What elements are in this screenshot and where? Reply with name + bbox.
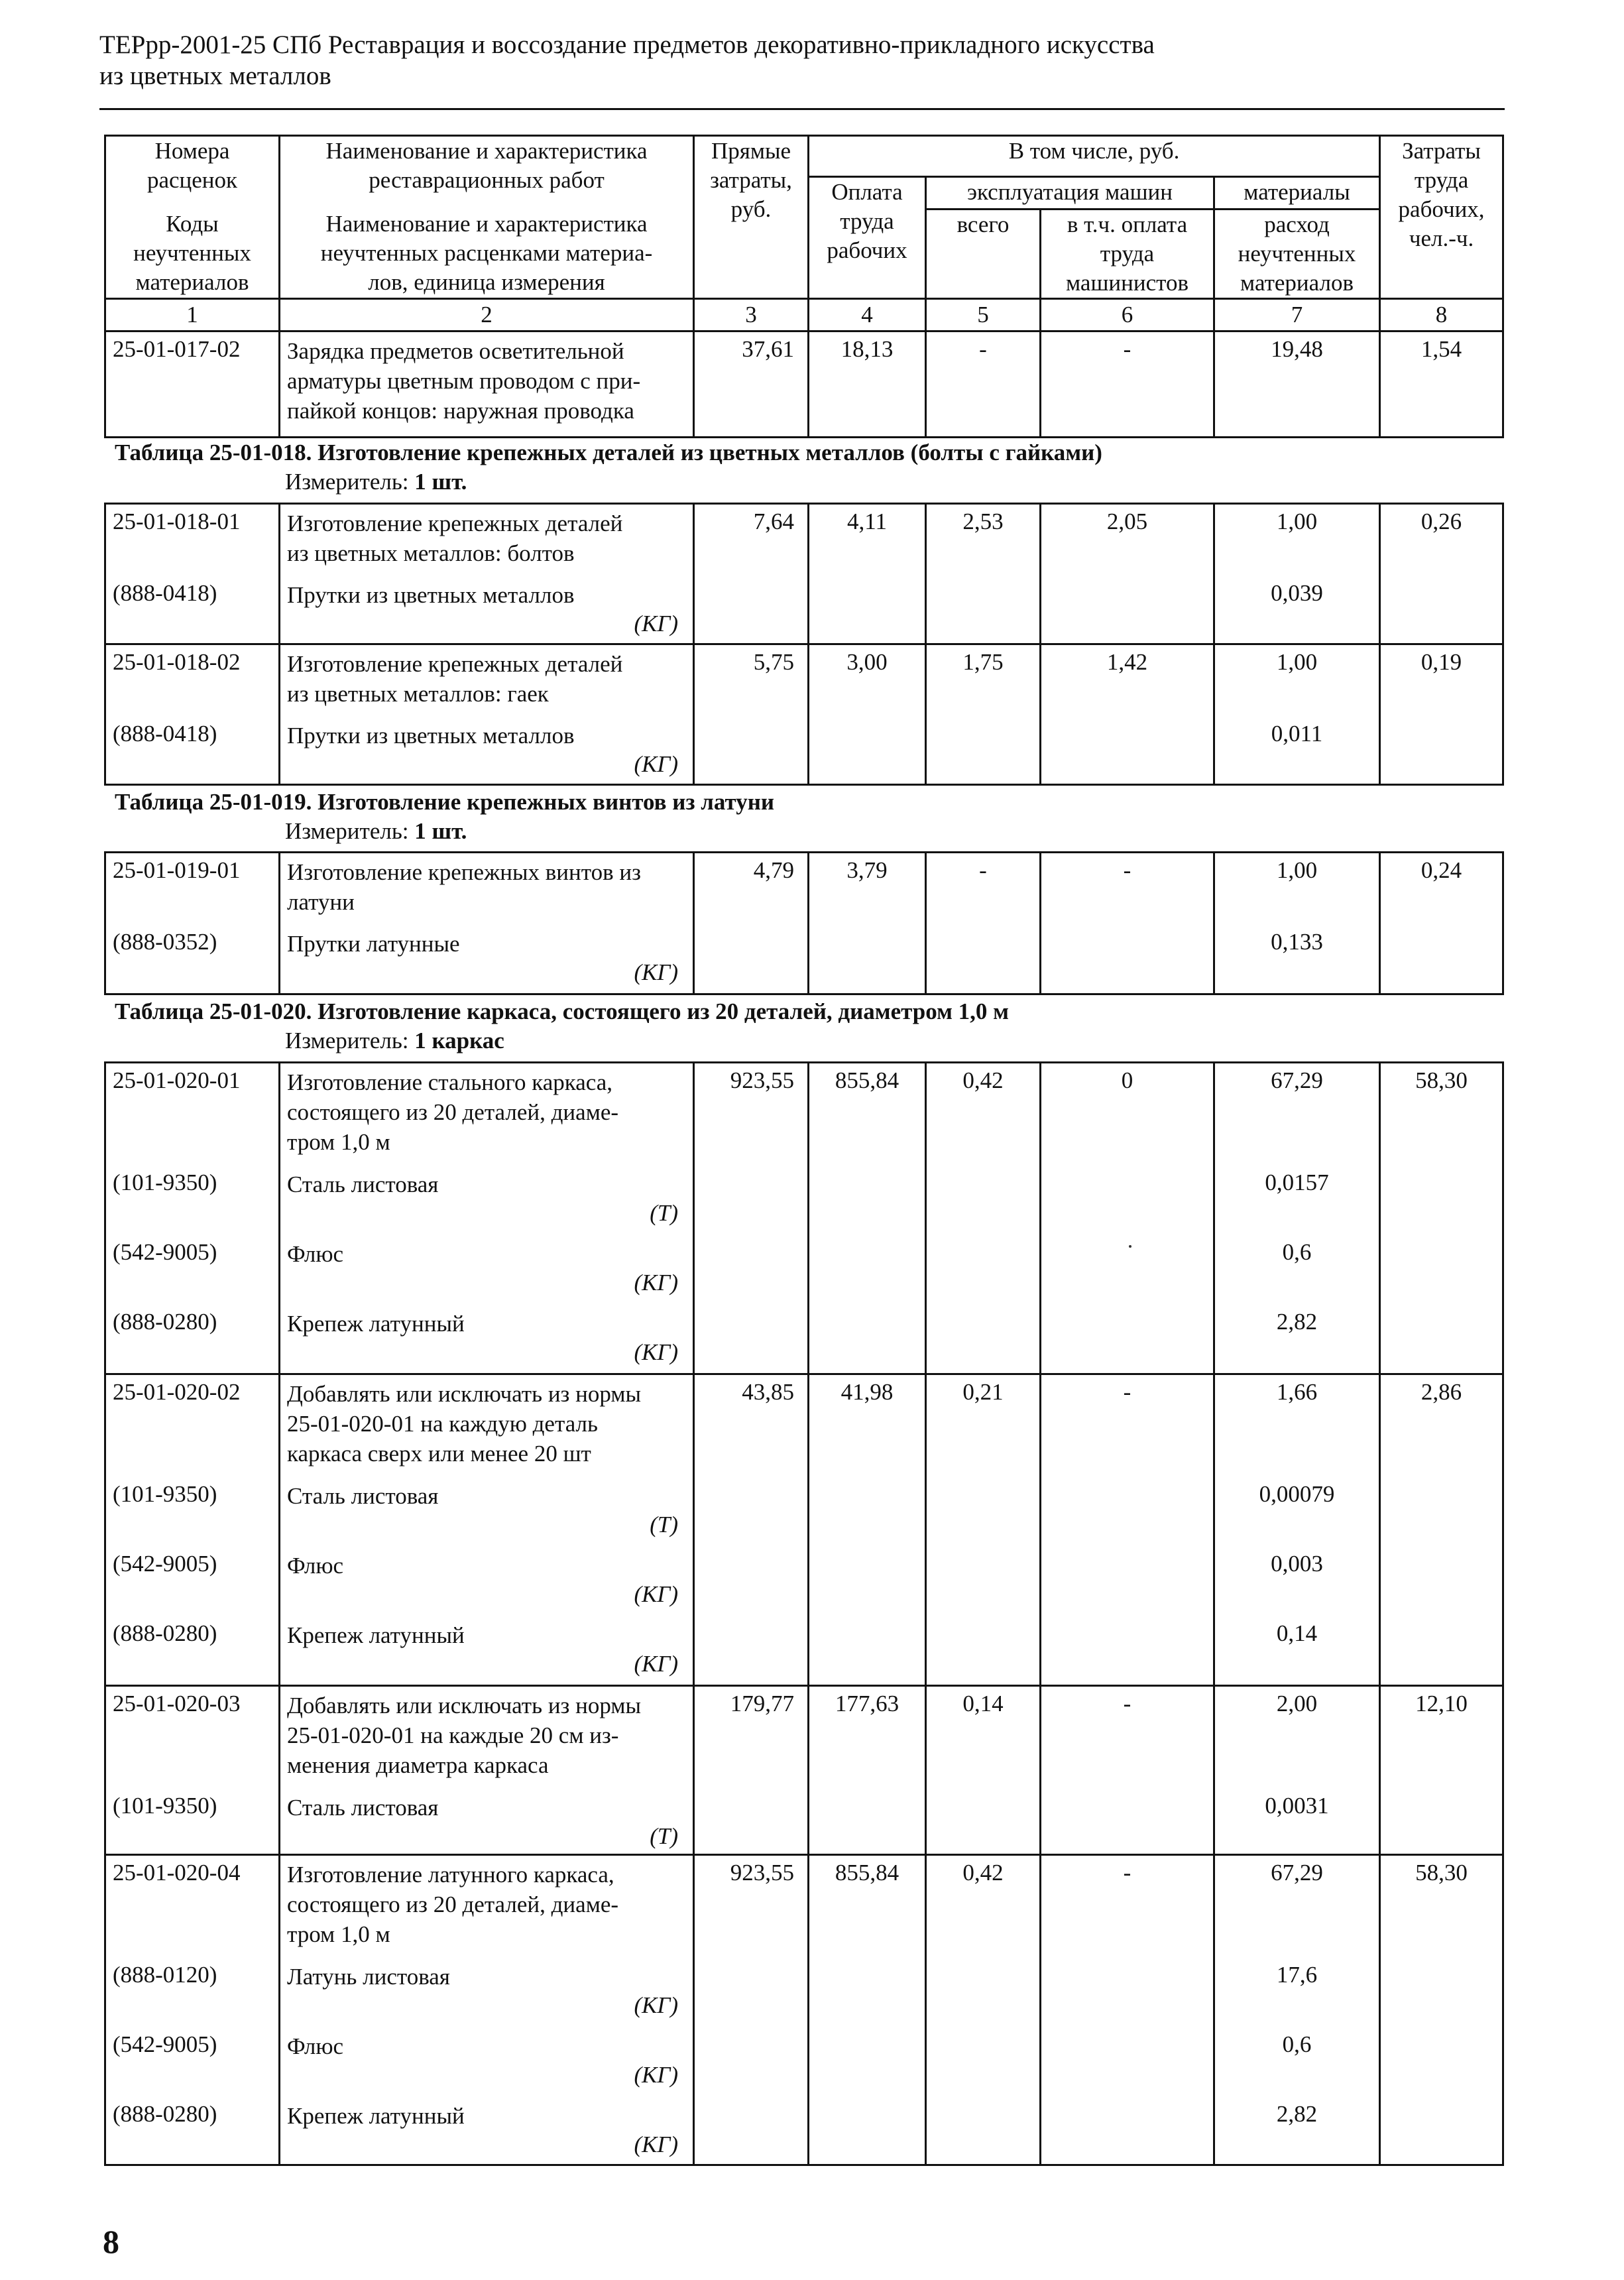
header-line: рабочих, <box>1398 196 1485 222</box>
machine-total-value: - <box>979 857 987 883</box>
materials-value: 19,48 <box>1271 336 1323 362</box>
work-name <box>287 857 683 917</box>
work-name-cell <box>280 504 694 644</box>
table-row <box>105 1374 1503 1686</box>
work-name-line: Изготовление крепежных деталей <box>287 510 623 536</box>
work-name-line: тром 1,0 м <box>287 1921 390 1947</box>
machine-total-value: 0,42 <box>962 1860 1004 1886</box>
direct-cost-cell <box>694 331 809 438</box>
machine-total-value: - <box>979 336 987 362</box>
material-quantity: 0,6 <box>1282 2031 1312 2057</box>
header-line: неучтенных <box>1238 241 1356 267</box>
material-code: (101-9350) <box>113 1481 217 1507</box>
labor-hours-value: 58,30 <box>1415 1067 1468 1093</box>
table-row <box>105 1686 1503 1855</box>
meter-label: Измеритель: <box>285 1028 409 1053</box>
labor-hours-value: 12,10 <box>1415 1691 1468 1716</box>
material-name <box>287 2101 683 2157</box>
labor-wage-value: 855,84 <box>835 1067 899 1093</box>
material-name-text: Флюс <box>287 2033 344 2059</box>
work-name-line: Изготовление крепежных винтов из <box>287 859 641 885</box>
material-name-text: Сталь листовая <box>287 1483 439 1509</box>
material-name <box>287 1620 683 1677</box>
column-number: 6 <box>1041 299 1214 331</box>
labor-wage-cell <box>809 1855 926 2165</box>
labor-hours-cell <box>1380 331 1503 438</box>
header-line: расценок <box>146 167 238 193</box>
operator-wage-cell <box>1041 1374 1214 1686</box>
material-code: (888-0120) <box>113 1962 217 1988</box>
material-name <box>287 1962 683 2018</box>
labor-hours-cell <box>1380 644 1503 785</box>
material-code: (888-0280) <box>113 1620 217 1646</box>
header-line: труда <box>840 208 894 234</box>
rates-table <box>104 1061 1504 2166</box>
material-name-text: Крепеж латунный <box>287 2103 465 2129</box>
material-unit: (КГ) <box>634 1581 678 1607</box>
header-line: чел.-ч. <box>1409 225 1474 251</box>
work-name-line: 25-01-020-01 на каждые 20 см из- <box>287 1722 619 1748</box>
header-cell-machines-total: всего <box>926 210 1041 299</box>
machine-total-cell <box>926 1855 1041 2165</box>
header-cell-direct-costs <box>694 136 809 299</box>
material-unit: (Т) <box>650 1200 678 1226</box>
operator-wage-cell <box>1041 1063 1214 1374</box>
material-name-text: Флюс <box>287 1241 344 1267</box>
header-cell-material-name <box>280 210 694 299</box>
direct-cost-value: 5,75 <box>753 649 794 675</box>
material-quantity: 0,00079 <box>1259 1481 1335 1507</box>
work-name-line: пайкой концов: наружная проводка <box>287 398 634 424</box>
materials-value: 2,00 <box>1276 1691 1318 1716</box>
materials-value: 1,00 <box>1276 509 1318 534</box>
work-name-line: менения диаметра каркаса <box>287 1752 549 1778</box>
machine-total-cell <box>926 1374 1041 1686</box>
work-name-line: Добавлять или исключать из нормы <box>287 1693 641 1718</box>
material-unit: (КГ) <box>634 1651 678 1677</box>
machine-total-cell <box>926 1063 1041 1374</box>
table-meter <box>285 1028 504 1054</box>
header-line: затраты, <box>710 167 792 193</box>
labor-hours-value: 0,24 <box>1421 857 1462 883</box>
column-number: 1 <box>105 299 280 331</box>
work-name-line: состоящего из 20 деталей, диаме- <box>287 1891 619 1917</box>
material-quantity: 0,14 <box>1276 1620 1318 1646</box>
operator-wage-cell <box>1041 504 1214 644</box>
header-cell-operator-wage <box>1041 210 1214 299</box>
materials-cell <box>1214 853 1380 994</box>
work-name <box>287 336 683 426</box>
material-name-text: Сталь листовая <box>287 1171 439 1197</box>
operator-wage-cell <box>1041 644 1214 785</box>
direct-cost-value: 7,64 <box>753 509 794 534</box>
title-rule <box>99 108 1505 110</box>
direct-cost-cell <box>694 504 809 644</box>
rate-code-cell <box>105 1063 280 1374</box>
header-cell-codes <box>105 210 280 299</box>
column-number: 4 <box>809 299 926 331</box>
rate-code: 25-01-020-04 <box>113 1860 241 1886</box>
work-name-line: Изготовление стального каркаса, <box>287 1069 613 1095</box>
labor-hours-value: 0,19 <box>1421 649 1462 675</box>
labor-wage-cell <box>809 504 926 644</box>
header-line: Затраты <box>1402 138 1481 164</box>
material-name <box>287 1309 683 1365</box>
table-row <box>105 504 1503 644</box>
direct-cost-value: 37,61 <box>742 336 794 362</box>
material-unit: (КГ) <box>634 959 678 985</box>
material-code: (101-9350) <box>113 1170 217 1195</box>
material-code: (101-9350) <box>113 1793 217 1819</box>
material-code: (888-0352) <box>113 929 217 955</box>
column-number: 2 <box>280 299 694 331</box>
direct-cost-cell <box>694 853 809 994</box>
column-number: 5 <box>926 299 1041 331</box>
meter-label: Измеритель: <box>285 818 409 844</box>
header-line: Номера <box>154 138 230 164</box>
labor-hours-cell <box>1380 1374 1503 1686</box>
machine-total-cell <box>926 331 1041 438</box>
material-name <box>287 721 683 777</box>
work-name-cell <box>280 1374 694 1686</box>
header-line: в т.ч. оплата <box>1067 211 1188 237</box>
material-code: (888-0418) <box>113 721 217 747</box>
material-name-text: Прутки из цветных металлов <box>287 723 575 749</box>
table-row <box>105 644 1503 785</box>
labor-hours-cell <box>1380 504 1503 644</box>
rate-code-cell <box>105 853 280 994</box>
work-name-line: каркаса сверх или менее 20 шт <box>287 1441 591 1467</box>
material-name-text: Прутки латунные <box>287 931 460 957</box>
rate-code-cell <box>105 1374 280 1686</box>
header-line: Прямые <box>711 138 791 164</box>
work-name-cell <box>280 1855 694 2165</box>
header-cell-machines: эксплуатация машин <box>926 177 1214 210</box>
header-cell-labor-hours <box>1380 136 1503 299</box>
material-name-text: Крепеж латунный <box>287 1311 465 1337</box>
direct-cost-value: 43,85 <box>742 1379 794 1405</box>
header-line: расход <box>1264 211 1330 237</box>
rate-code-cell <box>105 331 280 438</box>
header-line: Оплата <box>831 179 903 205</box>
labor-wage-cell <box>809 1063 926 1374</box>
labor-hours-value: 2,86 <box>1421 1379 1462 1405</box>
rate-code-cell <box>105 1855 280 2165</box>
work-name <box>287 1691 683 1780</box>
material-name <box>287 929 683 985</box>
machine-total-value: 0,42 <box>962 1067 1004 1093</box>
work-name-line: из цветных металлов: болтов <box>287 540 575 566</box>
material-unit: (КГ) <box>634 1339 678 1365</box>
machine-total-cell <box>926 853 1041 994</box>
rate-code-cell <box>105 504 280 644</box>
material-name <box>287 1793 683 1849</box>
material-code: (542-9005) <box>113 2031 217 2057</box>
table-meter <box>285 469 467 495</box>
page-title-line: из цветных металлов <box>99 62 331 90</box>
labor-hours-value: 0,26 <box>1421 509 1462 534</box>
material-name-text: Прутки из цветных металлов <box>287 582 575 608</box>
material-code: (542-9005) <box>113 1239 217 1265</box>
labor-wage-value: 177,63 <box>835 1691 899 1716</box>
page-number: 8 <box>103 2223 119 2260</box>
material-code: (542-9005) <box>113 1551 217 1577</box>
work-name-cell <box>280 1063 694 1374</box>
table-meter <box>285 818 467 845</box>
material-code: (888-0280) <box>113 1309 217 1335</box>
labor-wage-cell <box>809 853 926 994</box>
material-name-text: Латунь листовая <box>287 1964 450 1990</box>
direct-cost-value: 4,79 <box>753 857 794 883</box>
header-line: неучтенных <box>133 239 251 266</box>
table-row <box>105 1063 1503 1374</box>
material-code: (888-0280) <box>113 2101 217 2127</box>
work-name <box>287 509 683 568</box>
header-line: материалов <box>1240 270 1354 296</box>
rate-code: 25-01-020-01 <box>113 1067 241 1093</box>
operator-wage-value: 1,42 <box>1106 649 1148 675</box>
operator-wage-cell <box>1041 1686 1214 1855</box>
labor-hours-cell <box>1380 1686 1503 1855</box>
rate-code: 25-01-017-02 <box>113 336 241 362</box>
material-quantity: 0,0157 <box>1265 1170 1329 1195</box>
material-quantity: 17,6 <box>1276 1962 1318 1988</box>
materials-cell <box>1214 331 1380 438</box>
labor-hours-value: 1,54 <box>1421 336 1462 362</box>
rate-code: 25-01-019-01 <box>113 857 241 883</box>
rate-code: 25-01-018-02 <box>113 649 241 675</box>
material-name <box>287 1481 683 1537</box>
material-unit: (КГ) <box>634 1270 678 1295</box>
rate-code: 25-01-020-03 <box>113 1691 241 1716</box>
work-name <box>287 649 683 709</box>
material-name-text: Сталь листовая <box>287 1795 439 1821</box>
table-row <box>105 1855 1503 2165</box>
material-name-text: Флюс <box>287 1553 344 1579</box>
material-name <box>287 1239 683 1295</box>
header-line: Наименование и характеристика <box>325 138 648 164</box>
direct-cost-cell <box>694 644 809 785</box>
direct-cost-value: 179,77 <box>730 1691 794 1716</box>
work-name-line: Изготовление крепежных деталей <box>287 651 623 677</box>
column-number: 7 <box>1214 299 1380 331</box>
work-name-line: латуни <box>287 889 355 915</box>
labor-wage-cell <box>809 644 926 785</box>
header-cell-including: В том числе, руб. <box>809 136 1380 177</box>
labor-hours-cell <box>1380 1063 1503 1374</box>
header-cell-rates <box>105 136 280 210</box>
material-unit: (Т) <box>650 1512 678 1537</box>
material-quantity: 2,82 <box>1276 2101 1318 2127</box>
direct-cost-value: 923,55 <box>730 1067 794 1093</box>
header-line: реставрационных работ <box>369 167 605 193</box>
machine-total-cell <box>926 504 1041 644</box>
machine-total-value: 2,53 <box>962 509 1004 534</box>
header-line: материалов <box>135 269 249 295</box>
header-cell-labor-wage <box>809 177 926 299</box>
material-name-text: Крепеж латунный <box>287 1622 465 1648</box>
material-unit: (КГ) <box>634 2062 678 2088</box>
material-unit: (КГ) <box>634 611 678 636</box>
machine-total-value: 0,21 <box>962 1379 1004 1405</box>
materials-cell <box>1214 1855 1380 2165</box>
header-line: неучтенных расценками материа- <box>320 239 653 266</box>
header-line: труда <box>1414 167 1469 193</box>
header-line: лов, единица измерения <box>368 269 605 295</box>
machine-total-cell <box>926 1686 1041 1855</box>
operator-wage-cell <box>1041 1855 1214 2165</box>
operator-wage-value: - <box>1123 1379 1131 1405</box>
material-code: (888-0418) <box>113 580 217 606</box>
table-caption: Таблица 25-01-019. Изготовление крепежных винтов из латуни <box>115 789 775 815</box>
meter-value: 1 каркас <box>414 1028 504 1053</box>
material-quantity: 0,0031 <box>1265 1793 1329 1819</box>
header-line: труда <box>1100 241 1155 267</box>
labor-wage-cell <box>809 331 926 438</box>
work-name-line: Изготовление латунного каркаса, <box>287 1862 614 1888</box>
header-line: руб. <box>730 196 772 222</box>
material-unit: (КГ) <box>634 1992 678 2018</box>
operator-wage-cell <box>1041 853 1214 994</box>
labor-wage-value: 855,84 <box>835 1860 899 1886</box>
machine-total-value: 1,75 <box>962 649 1004 675</box>
material-name <box>287 1170 683 1226</box>
materials-value: 1,00 <box>1276 649 1318 675</box>
direct-cost-value: 923,55 <box>730 1860 794 1886</box>
column-number-row <box>105 299 1503 331</box>
page-title-line: ТЕРрр-2001-25 СПб Реставрация и воссоздание предметов декоративно-прикладного искусства <box>99 30 1155 59</box>
table-caption: Таблица 25-01-018. Изготовление крепежных деталей из цветных металлов (болты с гайками) <box>115 440 1102 465</box>
work-name-line: арматуры цветным проводом с при- <box>287 368 641 394</box>
material-quantity: 0,133 <box>1271 929 1323 955</box>
work-name <box>287 1860 683 1949</box>
rates-table <box>104 503 1504 786</box>
table-row <box>105 331 1503 438</box>
header-line: Коды <box>166 210 219 237</box>
work-name-line: Зарядка предметов осветительной <box>287 338 624 364</box>
material-quantity: 2,82 <box>1276 1309 1318 1335</box>
materials-value: 1,66 <box>1276 1379 1318 1405</box>
material-quantity: 0,039 <box>1271 580 1323 606</box>
labor-hours-cell <box>1380 853 1503 994</box>
main-table-header <box>104 135 1504 438</box>
rate-code-cell <box>105 644 280 785</box>
direct-cost-cell <box>694 1063 809 1374</box>
work-name-line: из цветных металлов: гаек <box>287 681 549 707</box>
materials-value: 1,00 <box>1276 857 1318 883</box>
work-name <box>287 1379 683 1469</box>
operator-wage-cell <box>1041 331 1214 438</box>
material-unit: (КГ) <box>634 2131 678 2157</box>
materials-cell <box>1214 1374 1380 1686</box>
materials-cell <box>1214 504 1380 644</box>
meter-value: 1 шт. <box>414 818 467 844</box>
work-name-line: состоящего из 20 деталей, диаме- <box>287 1099 619 1125</box>
table-row <box>105 853 1503 994</box>
materials-cell <box>1214 644 1380 785</box>
machine-total-value: 0,14 <box>962 1691 1004 1716</box>
direct-cost-cell <box>694 1855 809 2165</box>
materials-cell <box>1214 1063 1380 1374</box>
table-caption: Таблица 25-01-020. Изготовление каркаса, состоящего из 20 деталей, диаметром 1,0 м <box>115 998 1010 1024</box>
meter-label: Измеритель: <box>285 469 409 495</box>
labor-hours-cell <box>1380 1855 1503 2165</box>
work-name-cell <box>280 853 694 994</box>
work-name-line: Добавлять или исключать из нормы <box>287 1381 641 1407</box>
column-number: 8 <box>1380 299 1503 331</box>
work-name <box>287 1067 683 1157</box>
header-line: рабочих <box>827 237 907 263</box>
labor-wage-value: 3,79 <box>846 857 888 883</box>
material-unit: (Т) <box>650 1823 678 1849</box>
material-unit: (КГ) <box>634 751 678 777</box>
labor-wage-value: 41,98 <box>841 1379 894 1405</box>
material-name <box>287 2031 683 2088</box>
operator-wage-value: - <box>1123 336 1131 362</box>
operator-wage-value: - <box>1123 1860 1131 1886</box>
material-name <box>287 580 683 636</box>
header-cell-material-usage <box>1214 210 1380 299</box>
column-number: 3 <box>694 299 809 331</box>
labor-hours-value: 58,30 <box>1415 1860 1468 1886</box>
materials-value: 67,29 <box>1271 1860 1323 1886</box>
material-quantity: 0,011 <box>1271 721 1323 747</box>
work-name-cell <box>280 1686 694 1855</box>
header-line: Наименование и характеристика <box>325 210 648 237</box>
operator-wage-value: - <box>1123 1691 1131 1716</box>
labor-wage-cell <box>809 1686 926 1855</box>
material-name <box>287 1551 683 1607</box>
operator-wage-value: 2,05 <box>1106 509 1148 534</box>
header-line: машинистов <box>1066 270 1189 296</box>
work-name-line: 25-01-020-01 на каждую деталь <box>287 1411 598 1437</box>
operator-wage-value: - <box>1123 857 1131 883</box>
labor-wage-cell <box>809 1374 926 1686</box>
work-name-cell <box>280 644 694 785</box>
material-quantity: 0,6 <box>1282 1239 1312 1265</box>
work-name-line: тром 1,0 м <box>287 1129 390 1155</box>
page-title <box>99 29 1525 91</box>
labor-wage-value: 4,11 <box>847 509 887 534</box>
machine-total-cell <box>926 644 1041 785</box>
header-cell-materials: материалы <box>1214 177 1380 210</box>
material-quantity: 0,003 <box>1271 1551 1323 1577</box>
direct-cost-cell <box>694 1686 809 1855</box>
rate-code: 25-01-020-02 <box>113 1379 241 1405</box>
labor-wage-value: 18,13 <box>841 336 894 362</box>
rate-code: 25-01-018-01 <box>113 509 241 534</box>
direct-cost-cell <box>694 1374 809 1686</box>
scan-speck <box>1129 1245 1131 1248</box>
rate-code-cell <box>105 1686 280 1855</box>
labor-wage-value: 3,00 <box>846 649 888 675</box>
work-name-cell <box>280 331 694 438</box>
operator-wage-value: 0 <box>1121 1067 1133 1093</box>
header-cell-work-name <box>280 136 694 210</box>
materials-value: 67,29 <box>1271 1067 1323 1093</box>
rates-table <box>104 851 1504 995</box>
materials-cell <box>1214 1686 1380 1855</box>
meter-value: 1 шт. <box>414 469 467 495</box>
